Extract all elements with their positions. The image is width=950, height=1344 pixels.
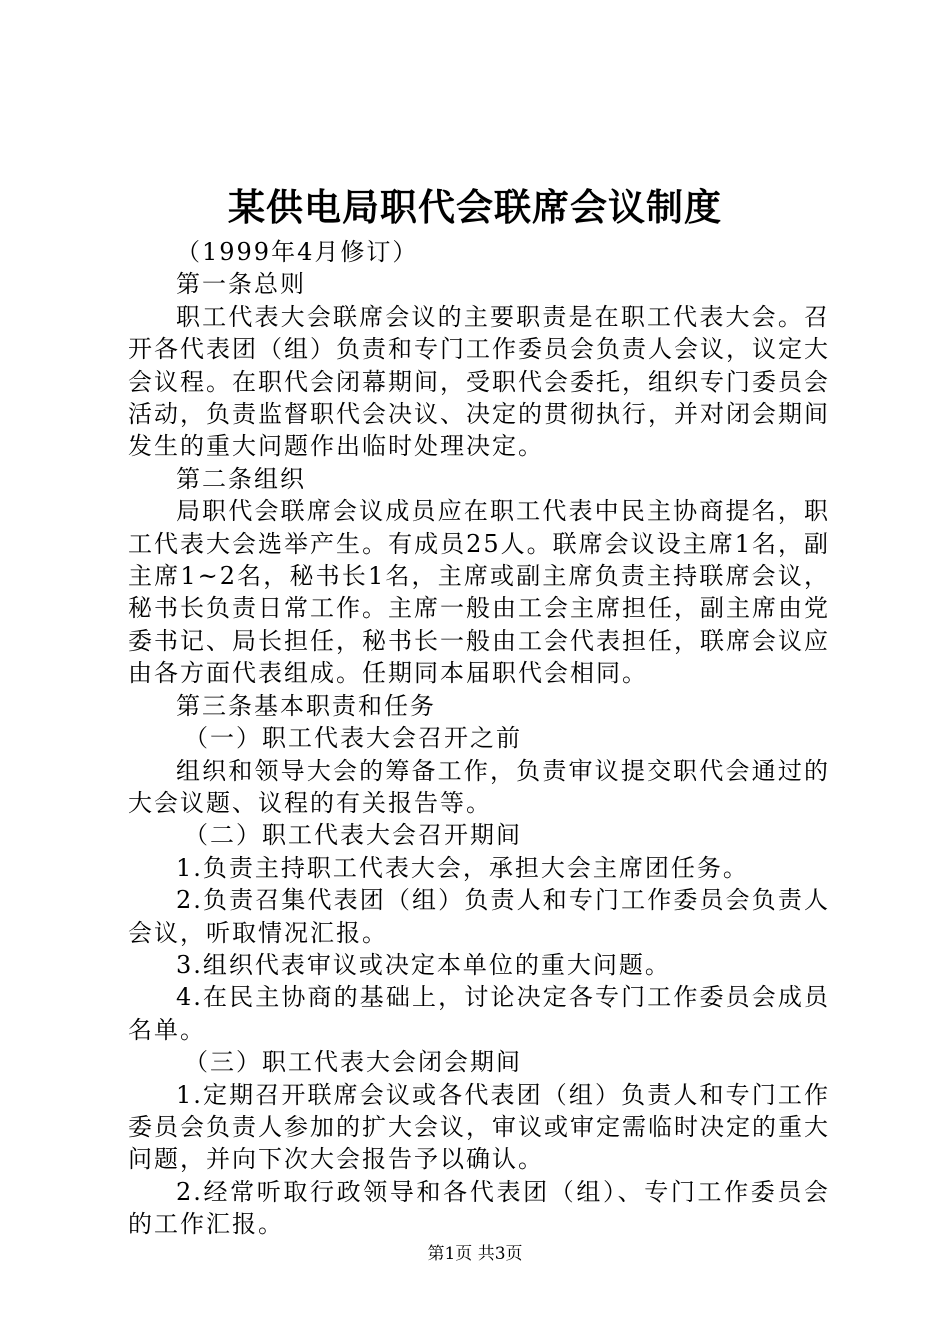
article-3-heading: 第三条基本职责和任务 <box>176 691 436 720</box>
section-2-item-4: 4.在民主协商的基础上，讨论决定各专门工作委员会成员名单。 <box>128 983 830 1044</box>
section-2-item-1: 1.负责主持职工代表大会，承担大会主席团任务。 <box>176 853 749 882</box>
section-2-heading: （二）职工代表大会召开期间 <box>184 821 522 850</box>
revision-note: （1999年4月修订） <box>176 238 419 266</box>
section-2-item-2: 2.负责召集代表团（组）负责人和专门工作委员会负责人会议，听取情况汇报。 <box>128 886 830 947</box>
section-1-heading: （一）职工代表大会召开之前 <box>184 724 522 753</box>
article-2-text: 局职代会联席会议成员应在职工代表中民主协商提名，职工代表大会选举产生。有成员25人。联席会议设主席1名，副主席1~2名，秘书长1名，主席或副主席负责主持联席会议，秘书长负责日常工作。主席一般由工会主席担任，副主席由党委书记、局长担任，秘书长一般由工会代表担任，联席会议应由各方面代表组成。任期同本届职代会相同。 <box>128 497 830 688</box>
section-1-text: 组织和领导大会的筹备工作，负责审议提交职代会通过的大会议题、议程的有关报告等。 <box>128 756 830 817</box>
article-2-heading: 第二条组织 <box>176 464 306 493</box>
section-3-heading: （三）职工代表大会闭会期间 <box>184 1048 522 1077</box>
document-title: 某供电局职代会联席会议制度 <box>228 185 722 229</box>
article-1-text: 职工代表大会联席会议的主要职责是在职工代表大会。召开各代表团（组）负责和专门工作委员会负责人会议，议定大会议程。在职代会闭幕期间，受职代会委托，组织专门委员会活动，负责监督职代会决议、决定的贯彻执行，并对闭会期间发生的重大问题作出临时处理决定。 <box>128 302 830 461</box>
section-2-item-3: 3.组织代表审议或决定本单位的重大问题。 <box>176 950 671 979</box>
document-body <box>128 236 830 1241</box>
section-3-item-1: 1.定期召开联席会议或各代表团（组）负责人和专门工作委员会负责人参加的扩大会议，审议或审定需临时决定的重大问题，并向下次大会报告予以确认。 <box>128 1080 830 1174</box>
article-1-heading: 第一条总则 <box>176 270 306 299</box>
page-number: 第1页 共3页 <box>427 1244 523 1264</box>
section-3-item-2: 2.经常听取行政领导和各代表团（组）、专门工作委员会的工作汇报。 <box>128 1177 830 1239</box>
